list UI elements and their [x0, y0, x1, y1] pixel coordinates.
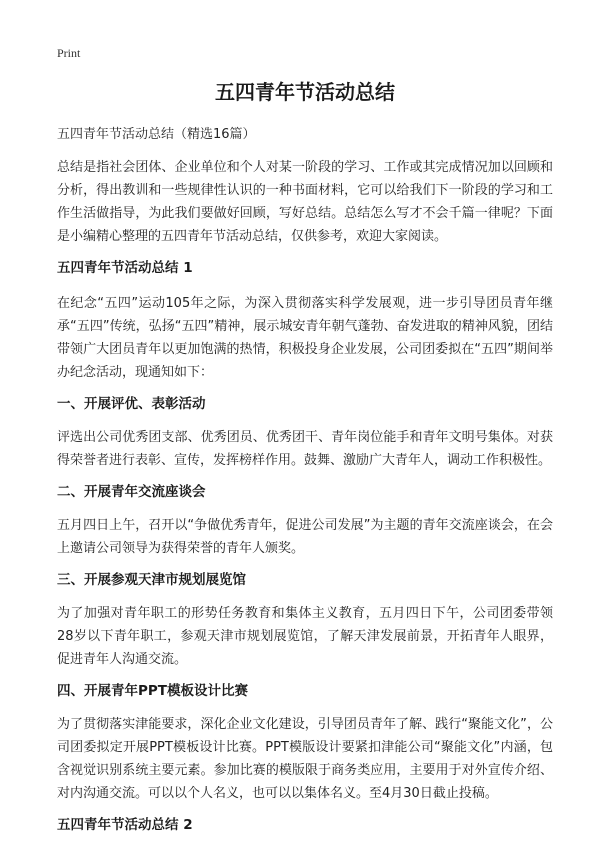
item-text-4: 为了贯彻落实津能要求，深化企业文化建设，引导团员青年了解、践行“聚能文化”，公司团委拟定开展PPT模板设计比赛。PPT模版设计要紧扣津能公司“聚能文化”内涵，包含视觉识别系统主要元素。参加比赛的模版限于商务类应用，主要用于对外宣传介绍、对内沟通交流。可以以个人名义，也可以以集体名义。至4月30日截止投稿。 — [57, 717, 553, 801]
item-heading-2: 二、开展青年交流座谈会 — [57, 484, 206, 500]
document-title: 五四青年节活动总结 — [215, 80, 395, 104]
section-1-paragraph: 在纪念“五四”运动105年之际，为深入贯彻落实科学发展观，进一步引导团员青年继承“五四”传统，弘扬“五四”精神，展示城安青年朝气蓬勃、奋发进取的精神风貌，团结带领广大团员青年以更加饱满的热情，积极投身企业发展，公司团委拟在“五四”期间举办纪念活动，现通知如下： — [57, 296, 553, 380]
print-link[interactable]: Print — [57, 46, 81, 60]
intro-paragraph: 总结是指社会团体、企业单位和个人对某一阶段的学习、工作或其完成情况加以回顾和分析，得出教训和一些规律性认识的一种书面材料，它可以给我们下一阶段的学习和工作生活做指导，为此我们要做好回顾，写好总结。总结怎么写才不会千篇一律呢？下面是小编精心整理的五四青年节活动总结，仅供参考，欢迎大家阅读。 — [57, 160, 553, 244]
item-heading-3: 三、开展参观天津市规划展览馆 — [57, 572, 246, 588]
section-heading-1: 五四青年节活动总结 1 — [57, 260, 193, 276]
item-text-3: 为了加强对青年职工的形势任务教育和集体主义教育，五月四日下午，公司团委带领28岁以下青年职工，参观天津市规划展览馆，了解天津发展前景，开拓青年人眼界，促进青年人沟通交流。 — [57, 606, 553, 667]
document-subtitle: 五四青年节活动总结（精选16篇） — [57, 127, 256, 142]
document-body — [57, 78, 553, 849]
item-text-1: 评选出公司优秀团支部、优秀团员、优秀团干、青年岗位能手和青年文明号集体。对获得荣誉者进行表彰、宣传，发挥榜样作用。鼓舞、激励广大青年人，调动工作积极性。 — [57, 430, 553, 468]
item-text-2: 五月四日上午，召开以“争做优秀青年，促进公司发展”为主题的青年交流座谈会，在会上邀请公司领导为获得荣誉的青年人颁奖。 — [57, 518, 553, 556]
item-heading-4: 四、开展青年PPT模板设计比赛 — [57, 683, 248, 699]
section-heading-2: 五四青年节活动总结 2 — [57, 817, 193, 833]
item-heading-1: 一、开展评优、表彰活动 — [57, 396, 206, 412]
